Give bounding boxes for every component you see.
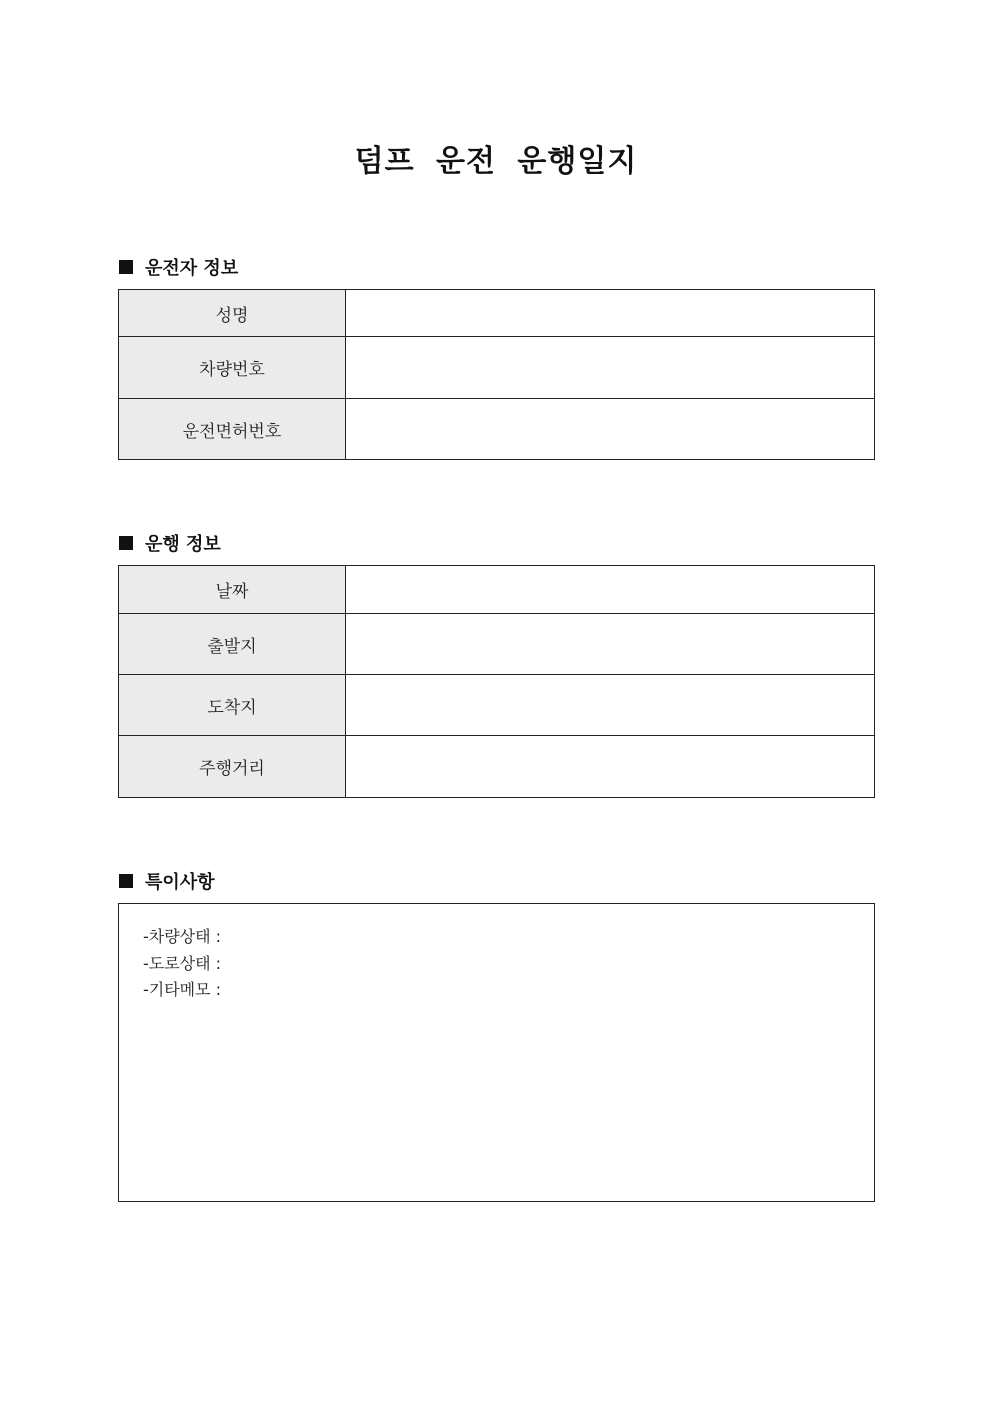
page-title: 덤프 운전 운행일지 (354, 144, 638, 179)
vehicle-number-label: 차량번호 (119, 337, 346, 399)
square-bullet-icon (119, 260, 133, 274)
table-row (119, 399, 875, 460)
table-row (119, 675, 875, 736)
road-condition-line: -도로상태 : (143, 953, 222, 973)
driver-info-heading-text: 운전자 정보 (145, 258, 239, 279)
departure-field[interactable] (346, 614, 875, 675)
license-number-label: 운전면허번호 (119, 399, 346, 460)
driver-info-heading (119, 254, 238, 280)
vehicle-condition-line: -차량상태 : (143, 927, 222, 946)
vehicle-number-field[interactable] (346, 337, 875, 399)
other-memo-line: -기타메모 : (143, 980, 222, 999)
notes-content (143, 924, 221, 1004)
table-row (119, 566, 875, 614)
license-number-field[interactable] (346, 399, 875, 460)
table-row (119, 736, 875, 798)
table-row (119, 614, 875, 675)
notes-heading (119, 868, 215, 894)
destination-label: 도착지 (119, 675, 346, 736)
date-field[interactable] (346, 566, 875, 614)
table-row (119, 290, 875, 337)
square-bullet-icon (119, 874, 133, 888)
trip-info-table (118, 565, 875, 798)
name-label: 성명 (119, 290, 346, 337)
notes-heading-text: 특이사항 (145, 872, 215, 893)
name-field[interactable] (346, 290, 875, 337)
notes-textarea[interactable] (118, 903, 875, 1202)
driver-info-table (118, 289, 875, 460)
destination-field[interactable] (346, 675, 875, 736)
square-bullet-icon (119, 536, 133, 550)
trip-info-heading (119, 530, 221, 556)
distance-label: 주행거리 (119, 736, 346, 798)
departure-label: 출발지 (119, 614, 346, 675)
trip-info-heading-text: 운행 정보 (145, 534, 221, 555)
date-label: 날짜 (119, 566, 346, 614)
distance-field[interactable] (346, 736, 875, 798)
table-row (119, 337, 875, 399)
